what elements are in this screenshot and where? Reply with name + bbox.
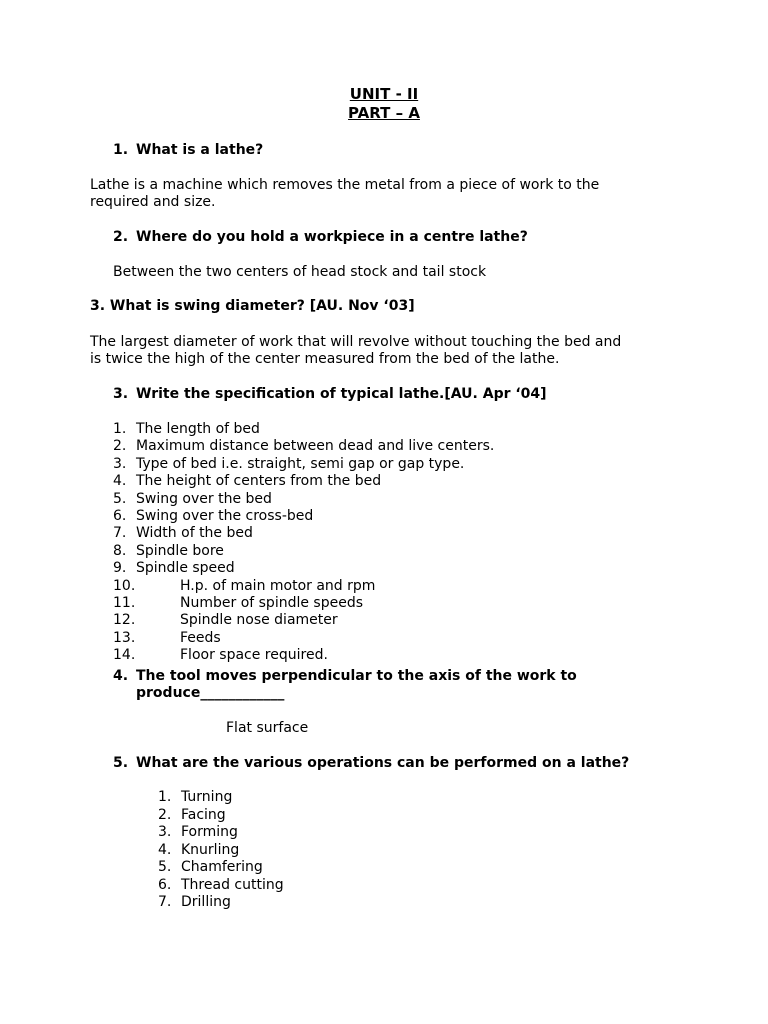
- spec-item-text: Spindle nose diameter: [180, 612, 338, 628]
- spec-item-number: 2.: [113, 438, 127, 454]
- spec-item-number: 3.: [113, 456, 127, 472]
- spec-item-number: 4.: [113, 473, 127, 489]
- spec-item-text: Type of bed i.e. straight, semi gap or gap type.: [136, 456, 465, 472]
- spec-item-text: Feeds: [180, 630, 221, 646]
- q1-answer-line1: Lathe is a machine which removes the metal from a piece of work to the: [90, 177, 600, 193]
- operation-item-text: Thread cutting: [181, 877, 284, 893]
- spec-item-number: 7.: [113, 525, 127, 541]
- spec-item-text: Number of spindle speeds: [180, 595, 364, 611]
- q4-answer: Flat surface: [226, 720, 309, 736]
- q1-question: What is a lathe?: [136, 142, 264, 158]
- q4-question-line1: The tool moves perpendicular to the axis of the work to: [136, 668, 577, 684]
- q4-question-line2: produce____________: [136, 685, 285, 701]
- q5-number: 5.: [113, 755, 129, 771]
- unit-title: UNIT - II: [349, 85, 419, 103]
- spec-item-text: Floor space required.: [180, 647, 328, 663]
- spec-item-number: 11.: [113, 595, 136, 611]
- spec-item-text: Width of the bed: [136, 525, 253, 541]
- operation-item-text: Knurling: [181, 842, 240, 858]
- spec-item-text: Swing over the bed: [136, 491, 272, 507]
- q1-answer-line2: required and size.: [90, 194, 216, 210]
- operation-item-text: Drilling: [181, 894, 231, 910]
- operation-item-number: 3.: [158, 824, 172, 840]
- operation-item-number: 1.: [158, 789, 172, 805]
- spec-item-number: 13.: [113, 630, 136, 646]
- spec-item-number: 6.: [113, 508, 127, 524]
- spec-item-number: 5.: [113, 491, 127, 507]
- operation-item-text: Facing: [181, 807, 226, 823]
- q4-number: 4.: [113, 668, 129, 684]
- q3a-answer-line2: is twice the high of the center measured from the bed of the lathe.: [90, 351, 560, 367]
- operation-item-number: 4.: [158, 842, 172, 858]
- spec-item-text: Swing over the cross-bed: [136, 508, 314, 524]
- spec-item-number: 9.: [113, 560, 127, 576]
- operation-item-text: Turning: [181, 789, 233, 805]
- q1-number: 1.: [113, 142, 129, 158]
- q3a-question: 3. What is swing diameter? [AU. Nov ‘03]: [90, 298, 415, 314]
- q2-number: 2.: [113, 229, 129, 245]
- spec-item-number: 14.: [113, 647, 136, 663]
- q2-answer: Between the two centers of head stock and tail stock: [113, 264, 487, 280]
- operation-item-number: 6.: [158, 877, 172, 893]
- operation-item-number: 7.: [158, 894, 172, 910]
- operation-item-text: Chamfering: [181, 859, 263, 875]
- q3b-number: 3.: [113, 386, 129, 402]
- q3b-question: Write the specification of typical lathe.[AU. Apr ‘04]: [136, 386, 547, 402]
- spec-item-text: Maximum distance between dead and live centers.: [136, 438, 495, 454]
- spec-item-text: The height of centers from the bed: [136, 473, 382, 489]
- operation-item-number: 5.: [158, 859, 172, 875]
- spec-item-number: 1.: [113, 421, 127, 437]
- spec-item-number: 10.: [113, 578, 136, 594]
- operation-item-number: 2.: [158, 807, 172, 823]
- part-title: PART – A: [348, 104, 420, 122]
- spec-item-number: 12.: [113, 612, 136, 628]
- spec-item-text: Spindle bore: [136, 543, 224, 559]
- q2-question: Where do you hold a workpiece in a centre lathe?: [136, 229, 528, 245]
- spec-item-text: H.p. of main motor and rpm: [180, 578, 376, 594]
- spec-item-number: 8.: [113, 543, 127, 559]
- q5-question: What are the various operations can be performed on a lathe?: [136, 755, 630, 771]
- q3a-answer-line1: The largest diameter of work that will revolve without touching the bed and: [90, 334, 622, 350]
- spec-item-text: Spindle speed: [136, 560, 235, 576]
- operation-item-text: Forming: [181, 824, 238, 840]
- spec-item-text: The length of bed: [136, 421, 260, 437]
